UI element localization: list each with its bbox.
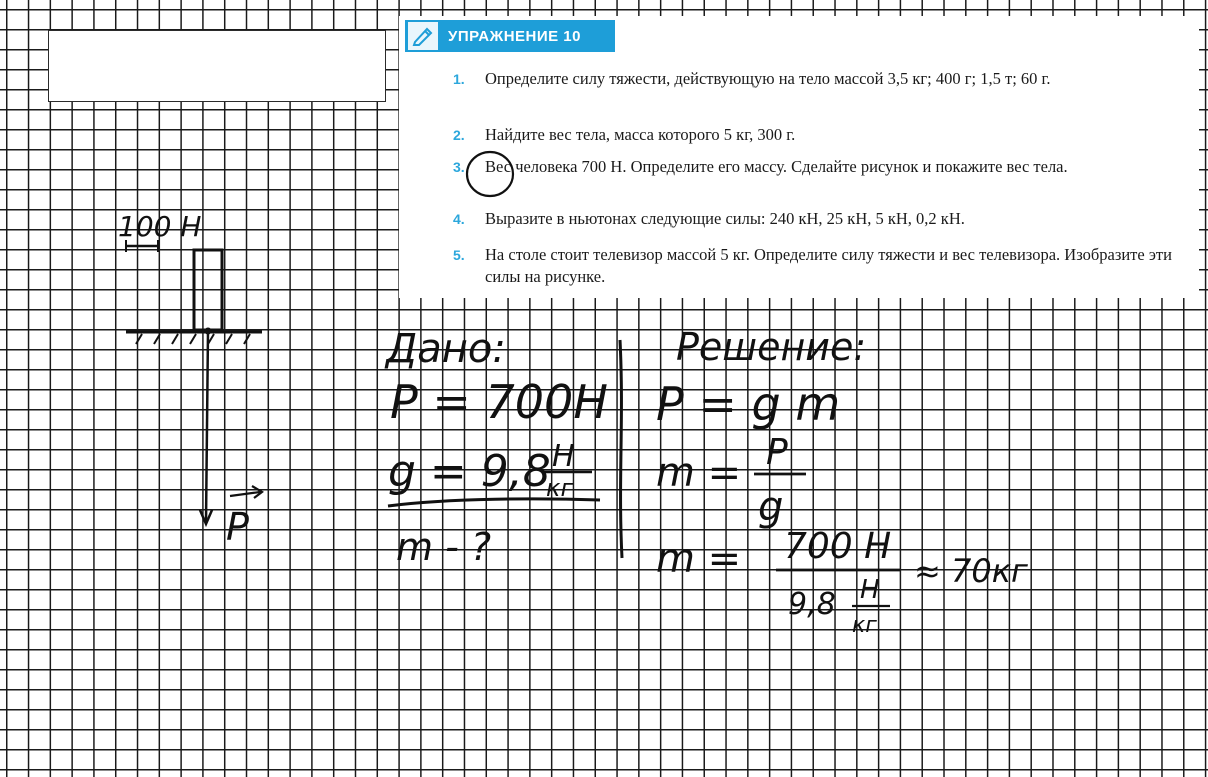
given-line-1: P = 700H [390, 375, 608, 429]
solution-formula-3-denominator: 9,8 [788, 587, 836, 622]
solution-formula-2-denominator: g [758, 484, 784, 530]
solution-result: ≈ 70кг [914, 552, 1028, 590]
given-line-2: g = 9,8 [388, 446, 551, 497]
solution-unit-numerator: H [860, 575, 880, 605]
task-text: Выразите в ньютонах следующие силы: 240 кН, 25 кН, 5 кН, 0,2 кН. [485, 209, 965, 228]
task-text: Найдите вес тела, масса которого 5 кг, 300 г. [485, 125, 796, 144]
task-text: Вес человека 700 Н. Определите его массу. Сделайте рисунок и покажите вес тела. [485, 157, 1068, 176]
task-number: 5. [453, 247, 465, 263]
scale-label: 100 Н [118, 210, 202, 243]
task-number: 4. [453, 211, 465, 227]
solution-unit-denominator: кг [852, 613, 877, 638]
solution-formula-1: P = g m [656, 377, 841, 431]
solution-formula-2-left: m = [656, 450, 742, 496]
ground-hatching [136, 334, 250, 344]
vector-label: P [226, 505, 249, 549]
vector-label-overline [230, 492, 260, 496]
given-unknown: m - ? [396, 525, 492, 569]
task-number: 1. [453, 71, 465, 87]
task-3-circle-mark [467, 152, 513, 196]
given-unit-numerator: H [552, 439, 575, 474]
given-heading: Дано: [386, 326, 506, 372]
given-unit-denominator: кг [546, 474, 574, 502]
solution-heading: Решение: [676, 325, 867, 369]
person-block [194, 250, 222, 330]
exercise-title: УПРАЖНЕНИЕ 10 [448, 27, 581, 45]
solution-formula-2-numerator: P [766, 432, 788, 473]
task-number: 2. [453, 127, 465, 143]
task-text: На столе стоит телевизор массой 5 кг. Определите силу тяжести и вес телевизора. Изобразите эти силы на рисунке. [485, 245, 1172, 286]
given-separator-line [388, 499, 600, 506]
given-solution-divider [620, 340, 622, 558]
solution-formula-3-left: m = [656, 536, 742, 582]
task-text: Определите силу тяжести, действующую на тело массой 3,5 кг; 400 г; 1,5 т; 60 г. [485, 69, 1051, 88]
solution-formula-3-numerator: 700 H [784, 526, 892, 567]
weight-vector [206, 331, 208, 522]
task-number: 3. [453, 159, 465, 175]
